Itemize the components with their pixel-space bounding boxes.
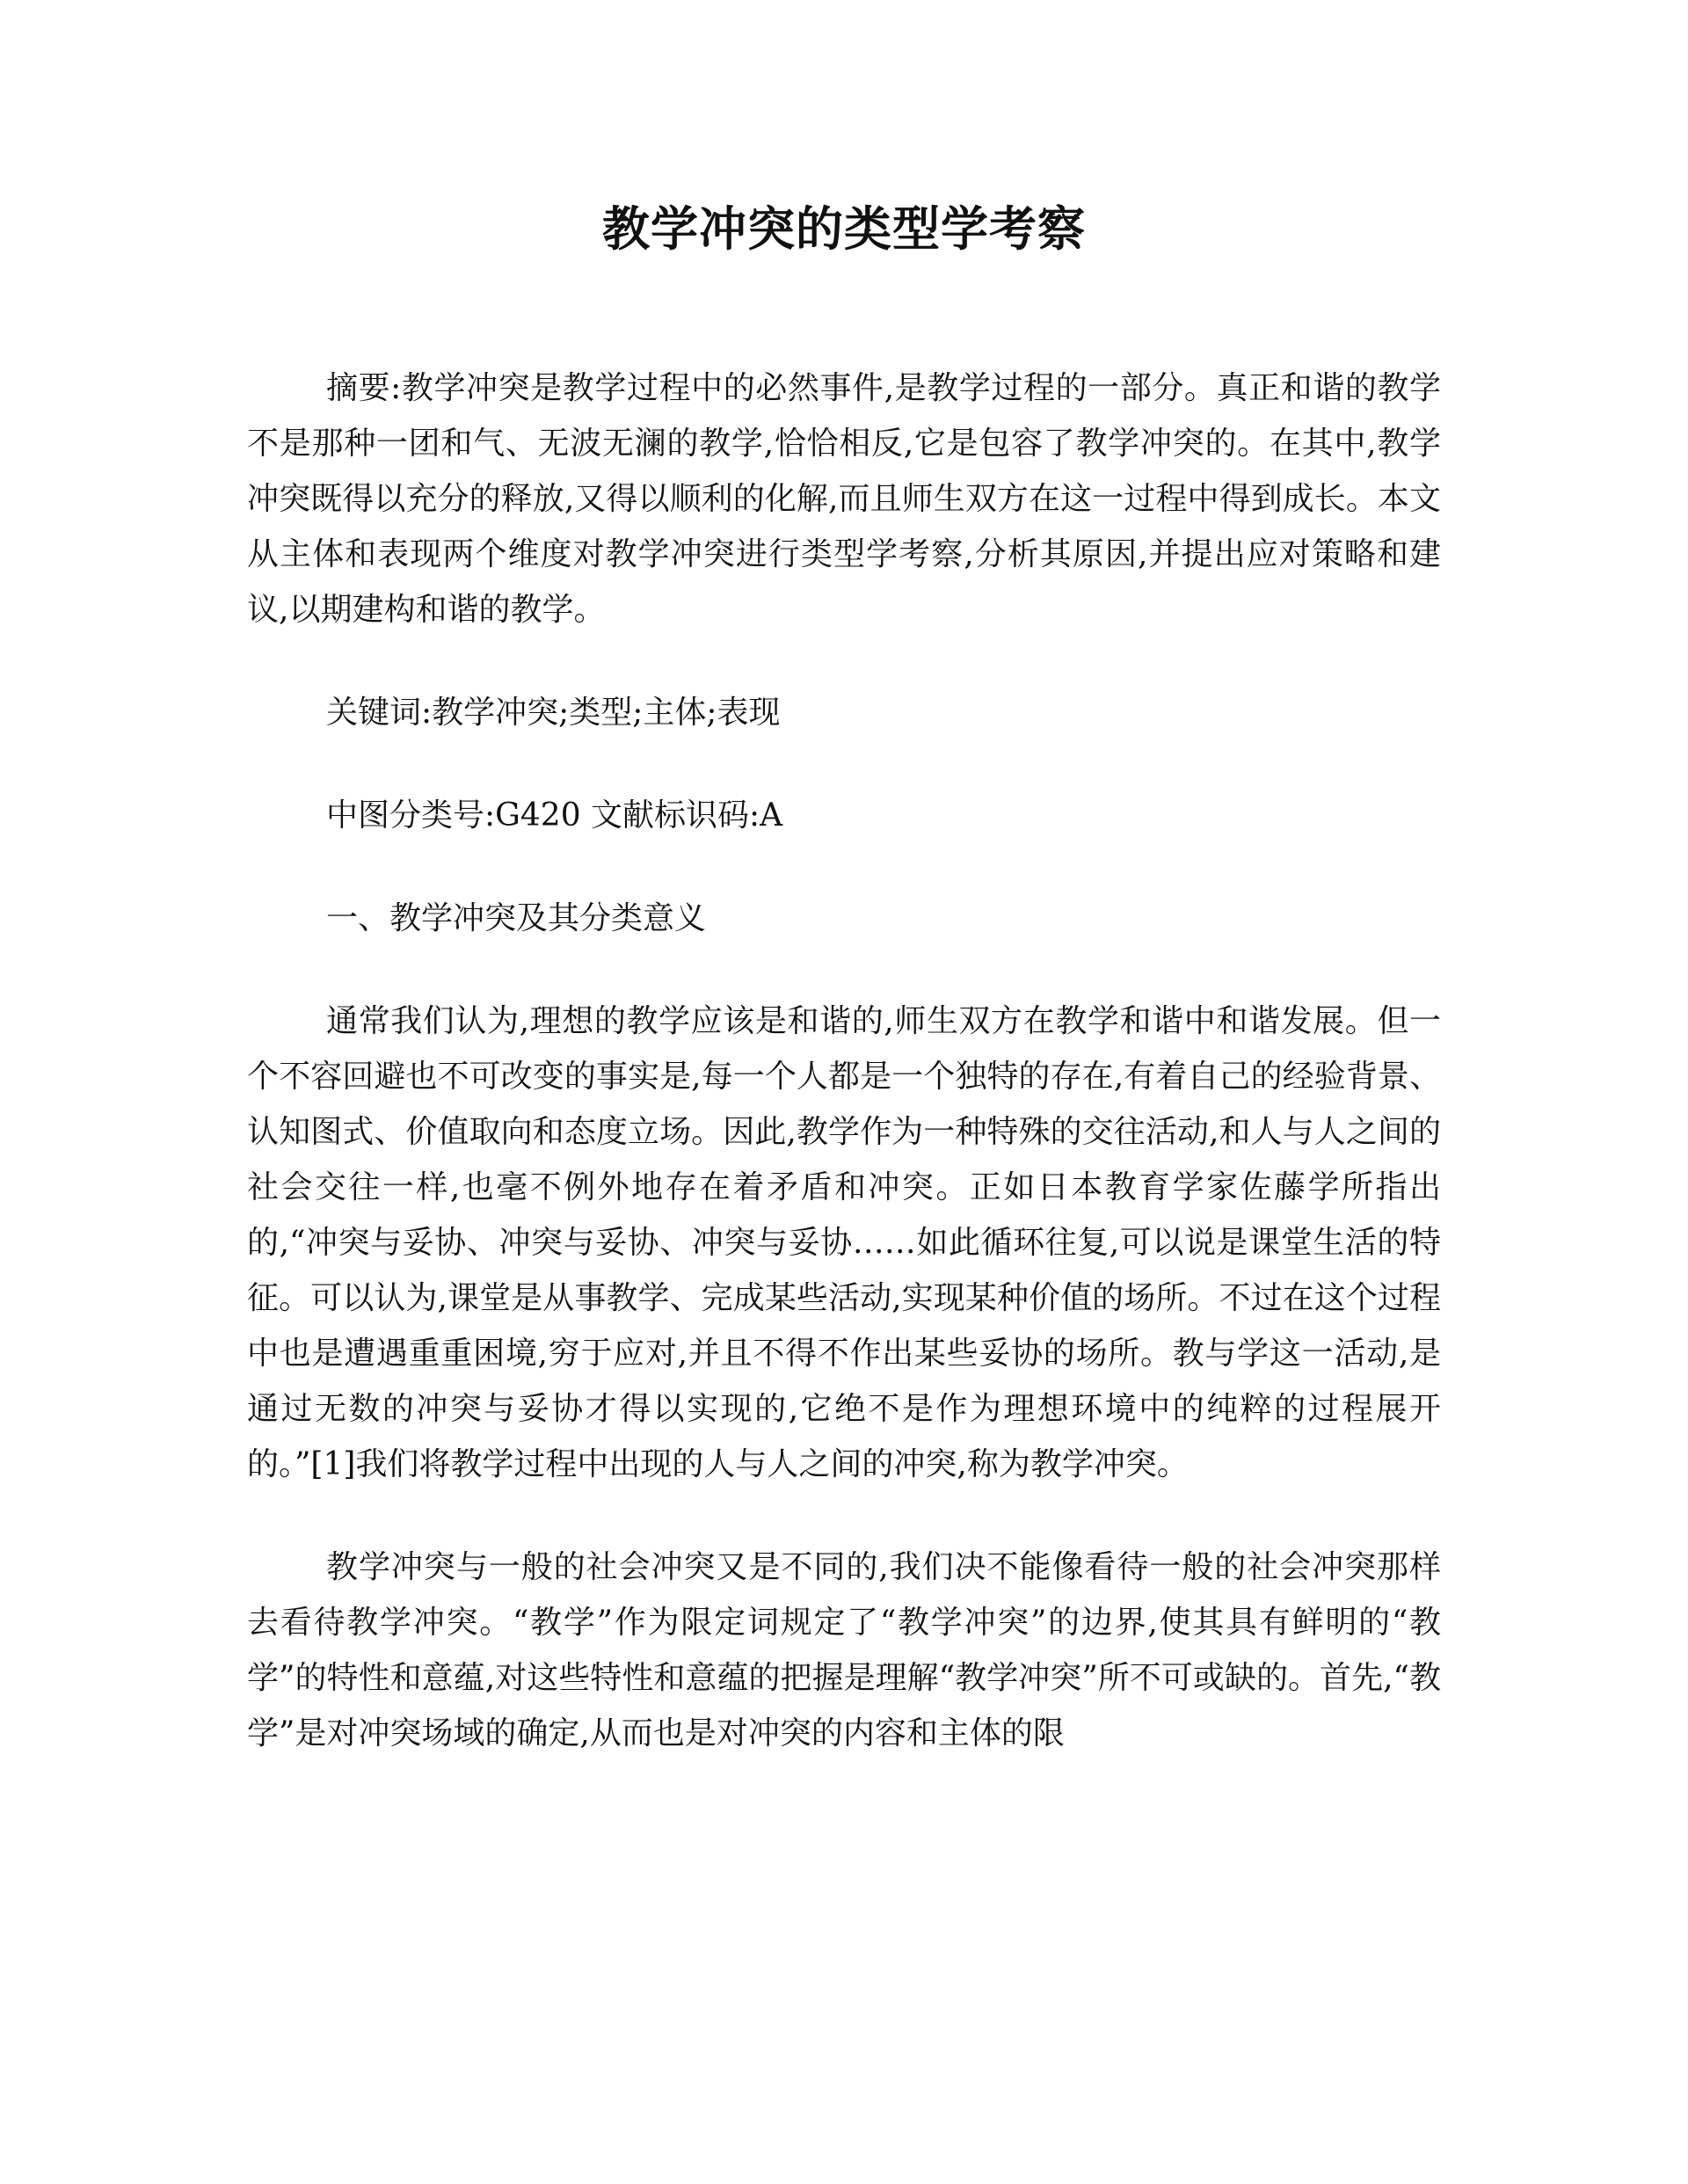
classification-line: 中图分类号:G420 文献标识码:A [326, 797, 783, 834]
body-paragraph: 教学冲突与一般的社会冲突又是不同的,我们决不能像看待一般的社会冲突那样去看待教学冲突。“教学”作为限定词规定了“教学冲突”的边界,使其具有鲜明的“教学”的特性和意蕴,对这些特性和意蕴的把握是理解“教学冲突”所不可或缺的。首先,“教学”是对冲突场域的确定,从而也是对冲突的内容和主体的限 [247, 1549, 1441, 1751]
document-body [247, 360, 1441, 1809]
section-heading: 一、教学冲突及其分类意义 [326, 900, 707, 936]
keywords-line: 关键词:教学冲突;类型;主体;表现 [326, 695, 781, 731]
abstract-paragraph: 摘要:教学冲突是教学过程中的必然事件,是教学过程的一部分。真正和谐的教学不是那种一团和气、无波无澜的教学,恰恰相反,它是包容了教学冲突的。在其中,教学冲突既得以充分的释放,又得以顺利的化解,而且师生双方在这一过程中得到成长。本文从主体和表现两个维度对教学冲突进行类型学考察,分析其原因,并提出应对策略和建议,以期建构和谐的教学。 [247, 370, 1441, 628]
document-title: 教学冲突的类型学考察 [602, 200, 1086, 257]
body-paragraph: 通常我们认为,理想的教学应该是和谐的,师生双方在教学和谐中和谐发展。但一个不容回避也不可改变的事实是,每一个人都是一个独特的存在,有着自己的经验背景、认知图式、价值取向和态度立场。因此,教学作为一种特殊的交往活动,和人与人之间的社会交往一样,也毫不例外地存在着矛盾和冲突。正如日本教育学家佐藤学所指出的,“冲突与妥协、冲突与妥协、冲突与妥协……如此循环往复,可以说是课堂生活的特征。可以认为,课堂是从事教学、完成某些活动,实现某种价值的场所。不过在这个过程中也是遭遇重重困境,穷于应对,并且不得不作出某些妥协的场所。教与学这一活动,是通过无数的冲突与妥协才得以实现的,它绝不是作为理想环境中的纯粹的过程展开的。”[1]我们将教学过程中出现的人与人之间的冲突,称为教学冲突。 [247, 1003, 1441, 1482]
